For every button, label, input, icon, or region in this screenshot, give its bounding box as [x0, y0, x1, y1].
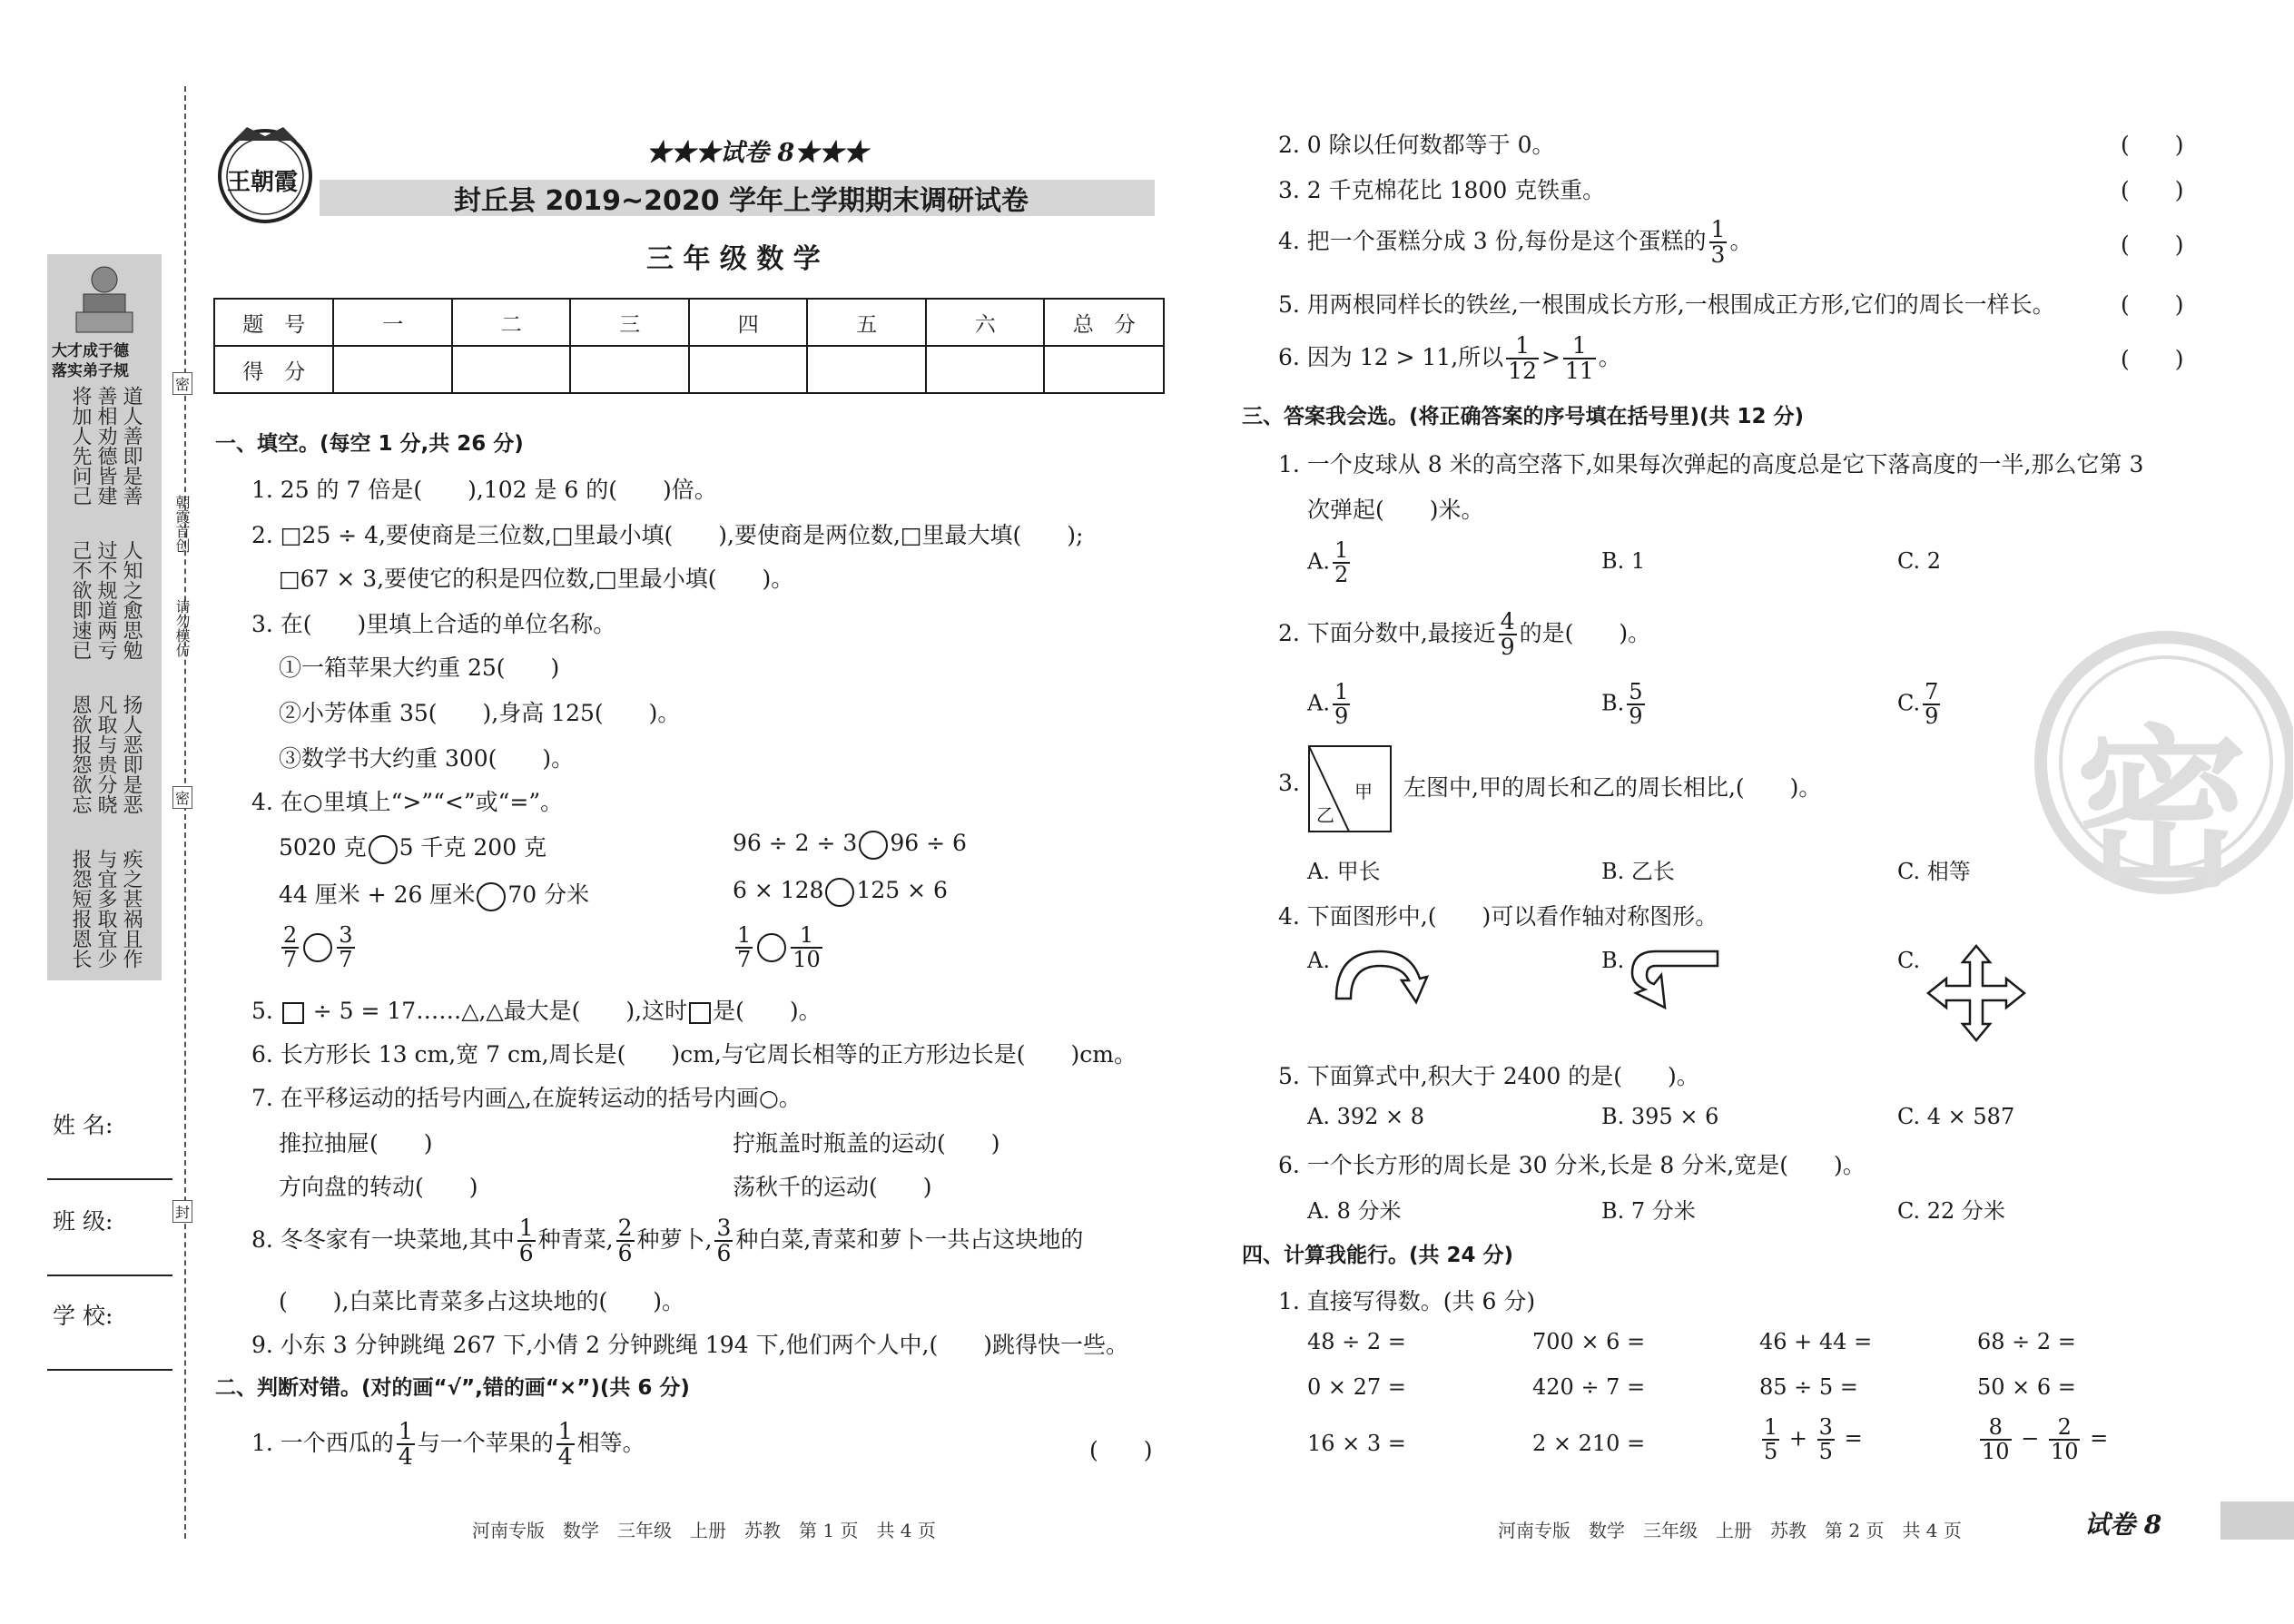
calc-item-fraction-add	[1759, 1416, 1863, 1463]
score-input[interactable]	[452, 346, 571, 393]
fraction: $\frac{1}{4}$	[557, 1418, 573, 1471]
s2-q1-text-c: 相等。	[576, 1429, 645, 1456]
fraction: $\frac{3}{7}$	[339, 922, 353, 973]
name-field[interactable]	[47, 1178, 172, 1180]
fraction: $\frac{1}{11}$	[1564, 332, 1594, 385]
compare-circle[interactable]	[825, 878, 854, 907]
square-box	[689, 1002, 711, 1024]
q4d-right: 125 × 6	[856, 877, 948, 903]
q5-text-end: 是( )。	[713, 998, 822, 1024]
fraction: $\frac{1}{3}$	[1710, 216, 1726, 269]
score-table-header-row	[214, 299, 1164, 346]
score-input[interactable]	[1044, 346, 1164, 393]
exam-title: 封丘县 2019~2020 学年上学期期末调研试卷	[454, 185, 1029, 217]
score-cell: 总 分	[1044, 299, 1164, 346]
s3-q4-opt-c: C.	[1897, 948, 1921, 973]
calc-item: 420 ÷ 7 =	[1532, 1374, 1646, 1400]
fraction: $\frac{7}{9}$	[1925, 679, 1939, 730]
fraction: $\frac{1}{2}$	[1334, 537, 1349, 588]
fraction: $\frac{3}{6}$	[716, 1215, 732, 1267]
section4-heading: 四、计算我能行。(共 24 分)	[1242, 1244, 1514, 1267]
hook-arrow-figure	[1630, 948, 1721, 1013]
s2-q2: 2. 0 除以任何数都等于 0。	[1278, 132, 1555, 158]
figure-label-yi: 乙	[1316, 804, 1334, 826]
verse-col-4: 人知之愈思勉	[120, 540, 143, 660]
school-label: 学 校:	[53, 1303, 113, 1329]
s2-q4-end: 。	[1729, 227, 1753, 254]
calc-item: 68 ÷ 2 =	[1977, 1329, 2076, 1354]
s1-q4a	[279, 830, 546, 864]
paper-number: ★★★试卷 8★★★	[646, 139, 869, 167]
side-seal-feng: 封	[172, 1200, 192, 1223]
q8-text-a: 8. 冬冬家有一块菜地,其中	[251, 1225, 515, 1253]
compare-circle[interactable]	[477, 882, 506, 911]
equals-sign: =	[1844, 1425, 1863, 1452]
score-cell: 二	[452, 299, 571, 346]
s3-q1-opt-a	[1307, 539, 1353, 586]
plus-sign: +	[1788, 1425, 1808, 1452]
s1-q8	[251, 1216, 1083, 1266]
verse-col-9: 恩欲报怨欲忘	[69, 694, 92, 814]
calc-item: 16 × 3 =	[1307, 1431, 1406, 1456]
calc-item: 85 ÷ 5 =	[1759, 1374, 1858, 1400]
calc-item-fraction-sub	[1977, 1416, 2108, 1463]
s2-q1	[251, 1420, 645, 1470]
s2-q1-text-b: 与一个苹果的	[417, 1429, 554, 1456]
calc-item: 0 × 27 =	[1307, 1374, 1406, 1400]
footer-left: 河南专版 数学 三年级 上册 苏教 第 1 页 共 4 页	[472, 1520, 936, 1541]
q4a-left: 5020 克	[279, 834, 367, 861]
q5-text: ÷ 5 = 17……△,△最大是( ),这时	[312, 998, 688, 1024]
s1-q4d	[733, 877, 948, 907]
s3-q2-text: 2. 下面分数中,最接近	[1278, 619, 1496, 646]
answer-paren[interactable]: ( )	[2121, 177, 2184, 203]
q4b-left: 96 ÷ 2 ÷ 3	[733, 830, 858, 856]
q4c-left: 44 厘米 + 26 厘米	[279, 881, 476, 908]
q4d-left: 6 × 128	[733, 877, 824, 903]
s3-q6-opt-b: B. 7 分米	[1601, 1198, 1696, 1224]
verse-col-5: 过不规道两亏	[94, 540, 117, 660]
verse-col-1: 道人善即是善	[120, 386, 143, 506]
motto-bottom: 落实弟子规	[52, 362, 129, 380]
side-note-no-copy: 请勿模仿	[173, 599, 191, 657]
s1-q9: 9. 小东 3 分钟跳绳 267 下,小倩 2 分钟跳绳 194 下,他们两个人中,( )跳得快一些。	[251, 1332, 1128, 1358]
compare-circle[interactable]	[859, 831, 888, 860]
s3-q4-opt-a: A.	[1307, 948, 1330, 973]
s4-q1: 1. 直接写得数。(共 6 分)	[1278, 1288, 1536, 1314]
fraction: $\frac{2}{10}$	[2050, 1414, 2079, 1465]
s3-q3-opt-a: A. 甲长	[1307, 859, 1381, 884]
calc-item: 2 × 210 =	[1532, 1431, 1646, 1456]
s3-q2-opt-a	[1307, 681, 1353, 728]
opt-label: B.	[1601, 690, 1625, 716]
s1-q8-line2: ( ),白菜比青菜多占这块地的( )。	[279, 1288, 684, 1314]
s2-q1-text-a: 1. 一个西瓜的	[251, 1429, 394, 1456]
curved-arrow-figure	[1333, 944, 1429, 1008]
s3-q2-opt-b	[1601, 681, 1648, 728]
s2-q4-text: 4. 把一个蛋糕分成 3 份,每份是这个蛋糕的	[1278, 227, 1707, 254]
s1-q4b	[733, 830, 967, 860]
s3-q6-opt-a: A. 8 分米	[1307, 1198, 1402, 1224]
motto-top: 大才成于德	[52, 342, 129, 360]
score-cell: 六	[926, 299, 1045, 346]
side-seal-mi-1: 密	[172, 372, 192, 395]
score-cell: 三	[570, 299, 689, 346]
verse-col-2: 善相劝德皆建	[94, 386, 117, 506]
answer-paren[interactable]: ( )	[1089, 1437, 1153, 1463]
minus-sign: −	[2021, 1425, 2040, 1452]
s2-q6-end: 。	[1598, 343, 1621, 370]
opt-label: A.	[1307, 548, 1330, 575]
score-cell: 五	[807, 299, 926, 346]
score-table	[213, 298, 1165, 394]
answer-paren[interactable]: ( )	[2121, 291, 2184, 318]
s2-q5: 5. 用两根同样长的铁丝,一根围成长方形,一根围成正方形,它们的周长一样长。	[1278, 291, 2055, 318]
s1-q7: 7. 在平移运动的括号内画△,在旋转运动的括号内画○。	[251, 1085, 802, 1111]
q8-text-b: 种青菜,	[537, 1225, 614, 1253]
s3-q1-line2: 次弹起( )米。	[1307, 497, 1484, 523]
score-cell: 四	[689, 299, 808, 346]
exam-subtitle: 三 年 级 数 学	[646, 243, 821, 275]
section1-heading: 一、填空。(每空 1 分,共 26 分)	[215, 432, 524, 456]
q8-text-c: 种萝卜,	[636, 1225, 713, 1253]
class-label: 班 级:	[53, 1208, 113, 1235]
section3-heading: 三、答案我会选。(将正确答案的序号填在括号里)(共 12 分)	[1242, 405, 1805, 428]
s2-q6-text: 6. 因为 12 > 11,所以	[1278, 343, 1504, 370]
s1-q3b: ②小芳体重 35( ),身高 125( )。	[279, 700, 681, 726]
four-way-arrow-figure	[1926, 944, 2026, 1042]
s3-q3-number: 3.	[1278, 770, 1300, 796]
s3-q3-opt-c: C. 相等	[1897, 859, 1971, 884]
s1-q4e	[279, 924, 358, 971]
equals-sign: =	[2090, 1425, 2109, 1452]
side-note-original: 朝霞首创	[173, 495, 191, 553]
calc-item: 48 ÷ 2 =	[1307, 1329, 1406, 1354]
scholar-figure-icon	[73, 261, 136, 336]
score-input[interactable]	[807, 346, 926, 393]
side-seal-mi-2: 密	[172, 786, 192, 809]
calc-item: 700 × 6 =	[1532, 1329, 1646, 1354]
compare-circle[interactable]	[369, 835, 398, 864]
s1-q7b: 拧瓶盖时瓶盖的运动( )	[733, 1130, 1000, 1156]
verse-col-6: 己不欲即速已	[69, 540, 92, 660]
s3-q6: 6. 一个长方形的周长是 30 分米,长是 8 分米,宽是( )。	[1278, 1152, 1866, 1178]
s3-q3-opt-b: B. 乙长	[1601, 859, 1675, 884]
s1-q2a: 2. □25 ÷ 4,要使商是三位数,□里最小填( ),要使商是两位数,□里最大填( );	[251, 522, 1084, 548]
s1-q4: 4. 在○里填上“>”“<”或“=”。	[251, 789, 564, 815]
s1-q3a: ①一箱苹果大约重 25( )	[279, 655, 560, 681]
s3-q5-opt-c: C. 4 × 587	[1897, 1104, 2015, 1129]
s2-q6-gt: >	[1541, 343, 1561, 370]
score-cell: 题 号	[214, 299, 333, 346]
figure-label-jia: 甲	[1354, 781, 1373, 802]
fraction: $\frac{2}{6}$	[617, 1215, 633, 1267]
verse-col-11: 与宜多取宜少	[94, 849, 117, 969]
fraction: $\frac{1}{4}$	[398, 1418, 413, 1471]
answer-paren[interactable]: ( )	[2121, 346, 2184, 372]
fraction: $\frac{1}{12}$	[1508, 332, 1537, 385]
s3-q2	[1278, 610, 1650, 660]
s3-q5-opt-b: B. 395 × 6	[1601, 1104, 1719, 1129]
badge-bg	[2220, 1501, 2294, 1540]
paper-badge: 试卷 8	[2084, 1510, 2162, 1540]
s1-q3c: ③数学书大约重 300( )。	[279, 745, 575, 772]
verse-col-12: 报怨短报恩长	[69, 849, 92, 969]
s1-q7a: 推拉抽屉( )	[279, 1130, 433, 1156]
footer-right: 河南专版 数学 三年级 上册 苏教 第 2 页 共 4 页	[1498, 1520, 1962, 1541]
q4b-right: 96 ÷ 6	[890, 830, 967, 856]
fraction: $\frac{5}{9}$	[1629, 679, 1643, 730]
s1-q4f	[733, 924, 825, 971]
s1-q3: 3. 在( )里填上合适的单位名称。	[251, 611, 616, 637]
confidential-stamp-text: 密	[2075, 708, 2249, 910]
fraction: $\frac{3}{5}$	[1818, 1414, 1833, 1465]
s1-q4c	[279, 877, 589, 911]
score-input[interactable]	[689, 346, 808, 393]
score-table-score-row	[214, 346, 1164, 393]
s3-q4: 4. 下面图形中,( )可以看作轴对称图形。	[1278, 903, 1718, 930]
fraction: $\frac{1}{7}$	[737, 922, 752, 973]
s3-q6-opt-c: C. 22 分米	[1897, 1198, 2005, 1224]
verse-col-10: 疾之甚祸且作	[120, 849, 143, 969]
s3-q2-end: 的是( )。	[1519, 619, 1651, 646]
fraction: $\frac{1}{6}$	[518, 1215, 534, 1267]
school-field[interactable]	[47, 1369, 172, 1371]
opt-label: C.	[1897, 690, 1921, 716]
s3-q1-opt-c: C. 2	[1897, 548, 1942, 574]
q5-number: 5.	[251, 998, 273, 1024]
fold-dashed-line	[184, 86, 186, 1539]
s3-q5: 5. 下面算式中,积大于 2400 的是( )。	[1278, 1063, 1699, 1089]
s1-q7d: 荡秋千的运动( )	[733, 1174, 932, 1200]
verse-col-8: 凡取与贵分晓	[94, 694, 117, 814]
verse-col-7: 扬人恶即是恶	[120, 694, 143, 814]
s1-q2b: □67 × 3,要使它的积是四位数,□里最小填( )。	[279, 566, 794, 592]
score-input[interactable]	[926, 346, 1045, 393]
score-cell: 得 分	[214, 346, 333, 393]
s1-q1: 1. 25 的 7 倍是( ),102 是 6 的( )倍。	[251, 477, 717, 503]
score-cell: 一	[333, 299, 452, 346]
s1-q7c: 方向盘的转动( )	[279, 1174, 478, 1200]
q4c-right: 70 分米	[507, 881, 590, 908]
q8-text-d: 种白菜,青菜和萝卜一共占这块地的	[735, 1225, 1084, 1253]
fraction: $\frac{4}{9}$	[1500, 608, 1515, 661]
fraction: $\frac{2}{7}$	[283, 922, 298, 973]
s2-q3: 3. 2 千克棉花比 1800 克铁重。	[1278, 177, 1606, 203]
s1-q5	[251, 993, 822, 1026]
calc-item: 50 × 6 =	[1977, 1374, 2076, 1400]
class-field[interactable]	[47, 1275, 172, 1276]
fraction: $\frac{1}{10}$	[793, 922, 821, 973]
verse-col-3: 将加人先问己	[69, 386, 92, 506]
compare-circle[interactable]	[303, 933, 332, 962]
answer-paren[interactable]: ( )	[2121, 132, 2184, 158]
score-input[interactable]	[333, 346, 452, 393]
opt-label: A.	[1307, 690, 1330, 716]
s1-q6: 6. 长方形长 13 cm,宽 7 cm,周长是( )cm,与它周长相等的正方形边长是( )cm。	[251, 1041, 1137, 1068]
s3-q1-opt-b: B. 1	[1601, 548, 1646, 574]
compare-circle[interactable]	[757, 933, 786, 962]
fraction: $\frac{1}{5}$	[1764, 1414, 1778, 1465]
s3-q1-line1: 1. 一个皮球从 8 米的高空落下,如果每次弹起的高度总是它下落高度的一半,那么它第 3	[1278, 451, 2144, 477]
fraction: $\frac{8}{10}$	[1982, 1414, 2010, 1465]
name-label: 姓 名:	[53, 1112, 113, 1138]
square-box	[282, 1002, 304, 1024]
s3-q4-opt-b: B.	[1601, 948, 1625, 973]
s3-q5-opt-a: A. 392 × 8	[1307, 1104, 1425, 1129]
score-input[interactable]	[570, 346, 689, 393]
q4a-right: 5 千克 200 克	[399, 834, 547, 861]
s2-q4	[1278, 218, 1752, 268]
answer-paren[interactable]: ( )	[2121, 231, 2184, 258]
s2-q6	[1278, 334, 1621, 384]
fraction: $\frac{1}{9}$	[1334, 679, 1349, 730]
s3-q2-opt-c	[1897, 681, 1943, 728]
logo-text: 王朝霞	[227, 169, 299, 196]
s3-q3-text: 左图中,甲的周长和乙的周长相比,( )。	[1403, 774, 1822, 801]
calc-item: 46 + 44 =	[1759, 1329, 1873, 1354]
section2-heading: 二、判断对错。(对的画“√”,错的画“×”)(共 6 分)	[215, 1376, 690, 1400]
